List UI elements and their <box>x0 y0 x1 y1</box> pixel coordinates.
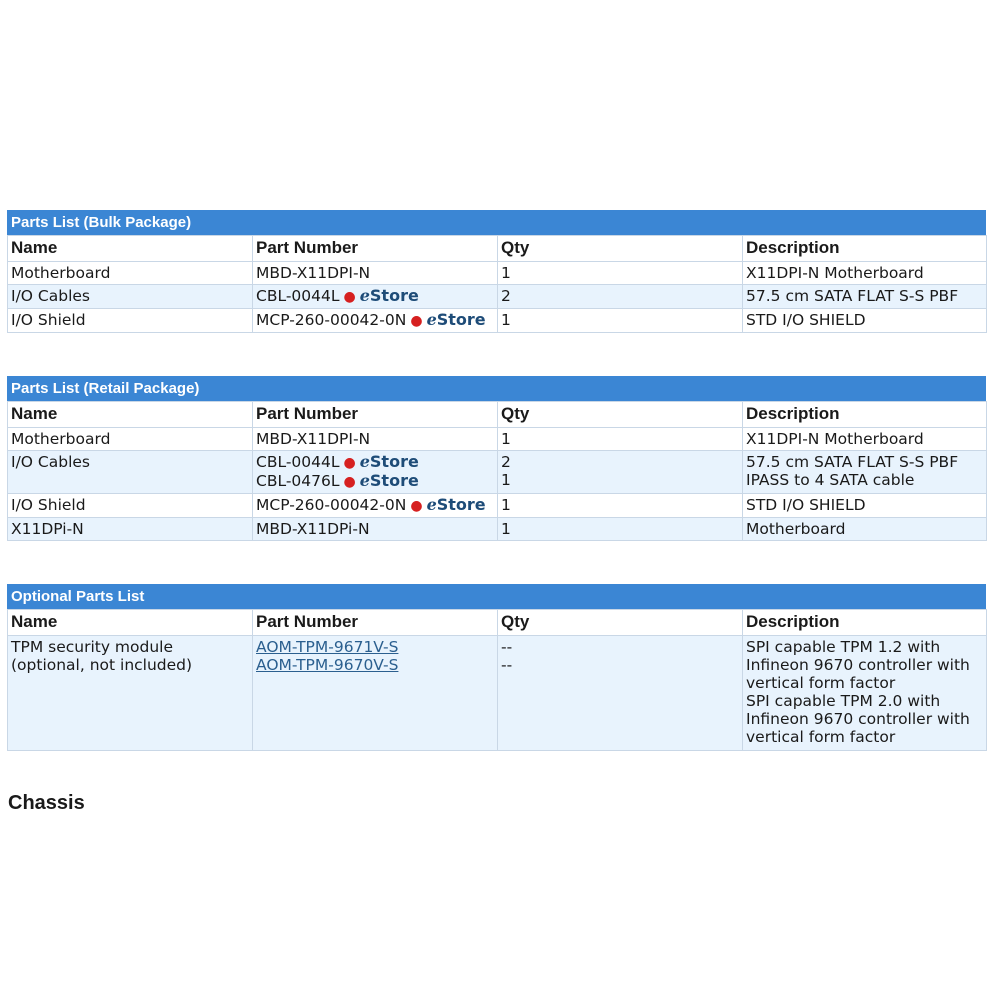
table-row <box>8 285 987 309</box>
estore-link[interactable]: eStore <box>426 495 486 514</box>
bulk-parts-title: Parts List (Bulk Package) <box>7 210 986 235</box>
table-header-row <box>8 402 987 428</box>
next-section-heading-text: Chassis <box>8 792 85 814</box>
description-text: IPASS to 4 SATA cable <box>746 471 915 489</box>
column-header-name: Name <box>8 402 253 428</box>
column-header-qty: Qty <box>498 610 743 636</box>
column-header-part-number: Part Number <box>253 236 498 262</box>
row-part-number <box>253 309 498 333</box>
row-qty: 1 <box>498 428 743 451</box>
qty-value: -- <box>501 656 513 674</box>
row-name: I/O Cables <box>8 285 253 309</box>
red-dot-icon: ● <box>410 313 423 329</box>
row-description: X11DPI-N Motherboard <box>743 428 987 451</box>
description-text: SPI capable TPM 2.0 with <box>746 692 941 710</box>
red-dot-icon: ● <box>343 455 356 471</box>
red-dot-icon: ● <box>343 474 356 490</box>
part-link-tpm-9670v-s[interactable]: AOM-TPM-9670V-S <box>256 656 399 674</box>
column-header-name: Name <box>8 610 253 636</box>
column-header-part-number: Part Number <box>253 610 498 636</box>
row-description: STD I/O SHIELD <box>743 494 987 518</box>
table-row <box>8 451 987 494</box>
description-text: vertical form factor <box>746 728 896 746</box>
row-part-number <box>253 636 498 751</box>
row-name: Motherboard <box>8 428 253 451</box>
column-header-part-number: Part Number <box>253 402 498 428</box>
part-number-text: CBL-0044L <box>256 287 340 305</box>
row-name: X11DPi-N <box>8 518 253 541</box>
part-number-text: MCP-260-00042-0N <box>256 496 407 514</box>
retail-parts-section <box>7 376 986 541</box>
description-text: Infineon 9670 controller with <box>746 710 970 728</box>
name-note-text: (optional, not included) <box>11 656 193 674</box>
row-name: I/O Cables <box>8 451 253 494</box>
optional-parts-section <box>7 584 986 751</box>
column-header-description: Description <box>743 610 987 636</box>
qty-value: -- <box>501 638 513 656</box>
retail-parts-table <box>7 401 987 541</box>
qty-value: 1 <box>501 471 511 489</box>
row-description <box>743 636 987 751</box>
optional-parts-table <box>7 609 987 751</box>
row-part-number: MBD-X11DPi-N <box>253 518 498 541</box>
row-qty <box>498 451 743 494</box>
part-number-text: CBL-0476L <box>256 472 340 490</box>
retail-parts-title: Parts List (Retail Package) <box>7 376 986 401</box>
row-qty: 1 <box>498 262 743 285</box>
row-part-number <box>253 451 498 494</box>
row-qty: 1 <box>498 494 743 518</box>
column-header-description: Description <box>743 236 987 262</box>
optional-parts-title: Optional Parts List <box>7 584 986 609</box>
row-description: Motherboard <box>743 518 987 541</box>
row-name: I/O Shield <box>8 494 253 518</box>
row-name: I/O Shield <box>8 309 253 333</box>
row-description: STD I/O SHIELD <box>743 309 987 333</box>
part-number-text: CBL-0044L <box>256 453 340 471</box>
row-part-number: MBD-X11DPI-N <box>253 428 498 451</box>
table-row <box>8 518 987 541</box>
column-header-description: Description <box>743 402 987 428</box>
estore-link[interactable]: eStore <box>359 452 419 471</box>
next-section-heading <box>8 792 98 814</box>
qty-value: 2 <box>501 453 511 471</box>
table-header-row <box>8 236 987 262</box>
description-text: Infineon 9670 controller with <box>746 656 970 674</box>
row-description: X11DPI-N Motherboard <box>743 262 987 285</box>
table-row <box>8 309 987 333</box>
row-qty: 1 <box>498 518 743 541</box>
row-qty: 1 <box>498 309 743 333</box>
column-header-qty: Qty <box>498 236 743 262</box>
table-header-row <box>8 610 987 636</box>
row-name <box>8 636 253 751</box>
bulk-parts-table <box>7 235 987 333</box>
table-row <box>8 428 987 451</box>
column-header-name: Name <box>8 236 253 262</box>
table-row <box>8 494 987 518</box>
estore-link[interactable]: eStore <box>359 471 419 490</box>
row-part-number: MBD-X11DPI-N <box>253 262 498 285</box>
table-row <box>8 262 987 285</box>
part-link-tpm-9671v-s[interactable]: AOM-TPM-9671V-S <box>256 638 399 656</box>
description-text: vertical form factor <box>746 674 896 692</box>
estore-link[interactable]: eStore <box>359 286 419 305</box>
name-text: TPM security module <box>11 638 174 656</box>
row-part-number <box>253 494 498 518</box>
row-description <box>743 451 987 494</box>
red-dot-icon: ● <box>410 498 423 514</box>
row-qty <box>498 636 743 751</box>
column-header-qty: Qty <box>498 402 743 428</box>
description-text: 57.5 cm SATA FLAT S-S PBF <box>746 453 959 471</box>
description-text: SPI capable TPM 1.2 with <box>746 638 941 656</box>
red-dot-icon: ● <box>343 289 356 305</box>
row-qty: 2 <box>498 285 743 309</box>
table-row <box>8 636 987 751</box>
bulk-parts-section <box>7 210 986 333</box>
part-number-text: MCP-260-00042-0N <box>256 311 407 329</box>
estore-link[interactable]: eStore <box>426 310 486 329</box>
row-part-number <box>253 285 498 309</box>
row-description: 57.5 cm SATA FLAT S-S PBF <box>743 285 987 309</box>
row-name: Motherboard <box>8 262 253 285</box>
